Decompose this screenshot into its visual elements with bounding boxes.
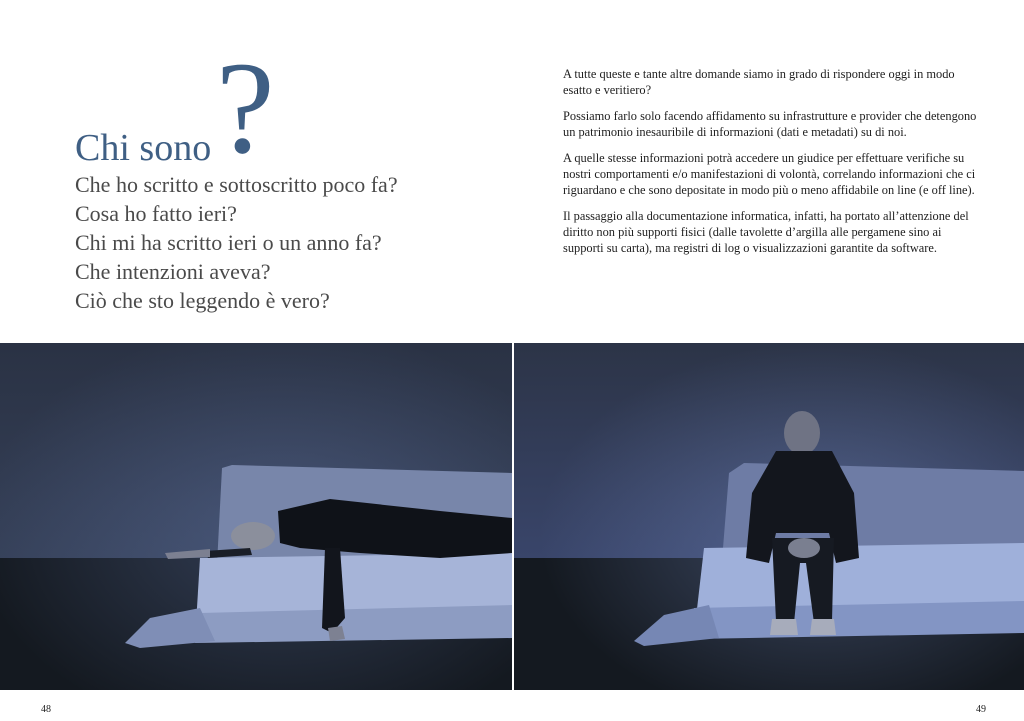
photo-man-sitting-on-sofa xyxy=(514,343,1024,690)
body-paragraph: Il passaggio alla documentazione informatica, infatti, ha portato all’attenzione del diritto non più supporti fisici (dalle tavolette d’argilla alle pergamene sino ai supporti su carta), ma registri di log o visualizzazioni garantite da software. xyxy=(563,209,969,255)
page-number-left: 48 xyxy=(41,704,51,715)
body-paragraph: A quelle stesse informazioni potrà accedere un giudice per effettuare verifiche su nostri comportamenti e/o manifestazioni di volontà, correlando informazioni che ci riguardano e che sono depositate in modo più o meno affidabile on line (e off line). xyxy=(563,151,976,197)
question-line: Chi mi ha scritto ieri o un anno fa? xyxy=(75,230,382,255)
body-paragraph: Possiamo farlo solo facendo affidamento su infrastrutture e provider che detengono un patrimonio inesauribile di informazioni (dati e metadati) su di noi. xyxy=(563,109,977,139)
question-mark-glyph: ? xyxy=(216,34,275,181)
page-number-right: 49 xyxy=(976,704,986,715)
body-text-column xyxy=(563,66,983,266)
page-heading: Chi sono xyxy=(75,127,212,169)
body-paragraph: A tutte queste e tante altre domande siamo in grado di rispondere oggi in modo esatto e veritiero? xyxy=(563,67,955,97)
question-line: Che intenzioni aveva? xyxy=(75,259,271,284)
question-line: Che ho scritto e sottoscritto poco fa? xyxy=(75,172,398,197)
question-line: Cosa ho fatto ieri? xyxy=(75,201,237,226)
photo-man-lying-on-sofa xyxy=(0,343,512,690)
questions-list xyxy=(75,170,398,315)
question-line: Ciò che sto leggendo è vero? xyxy=(75,288,330,313)
